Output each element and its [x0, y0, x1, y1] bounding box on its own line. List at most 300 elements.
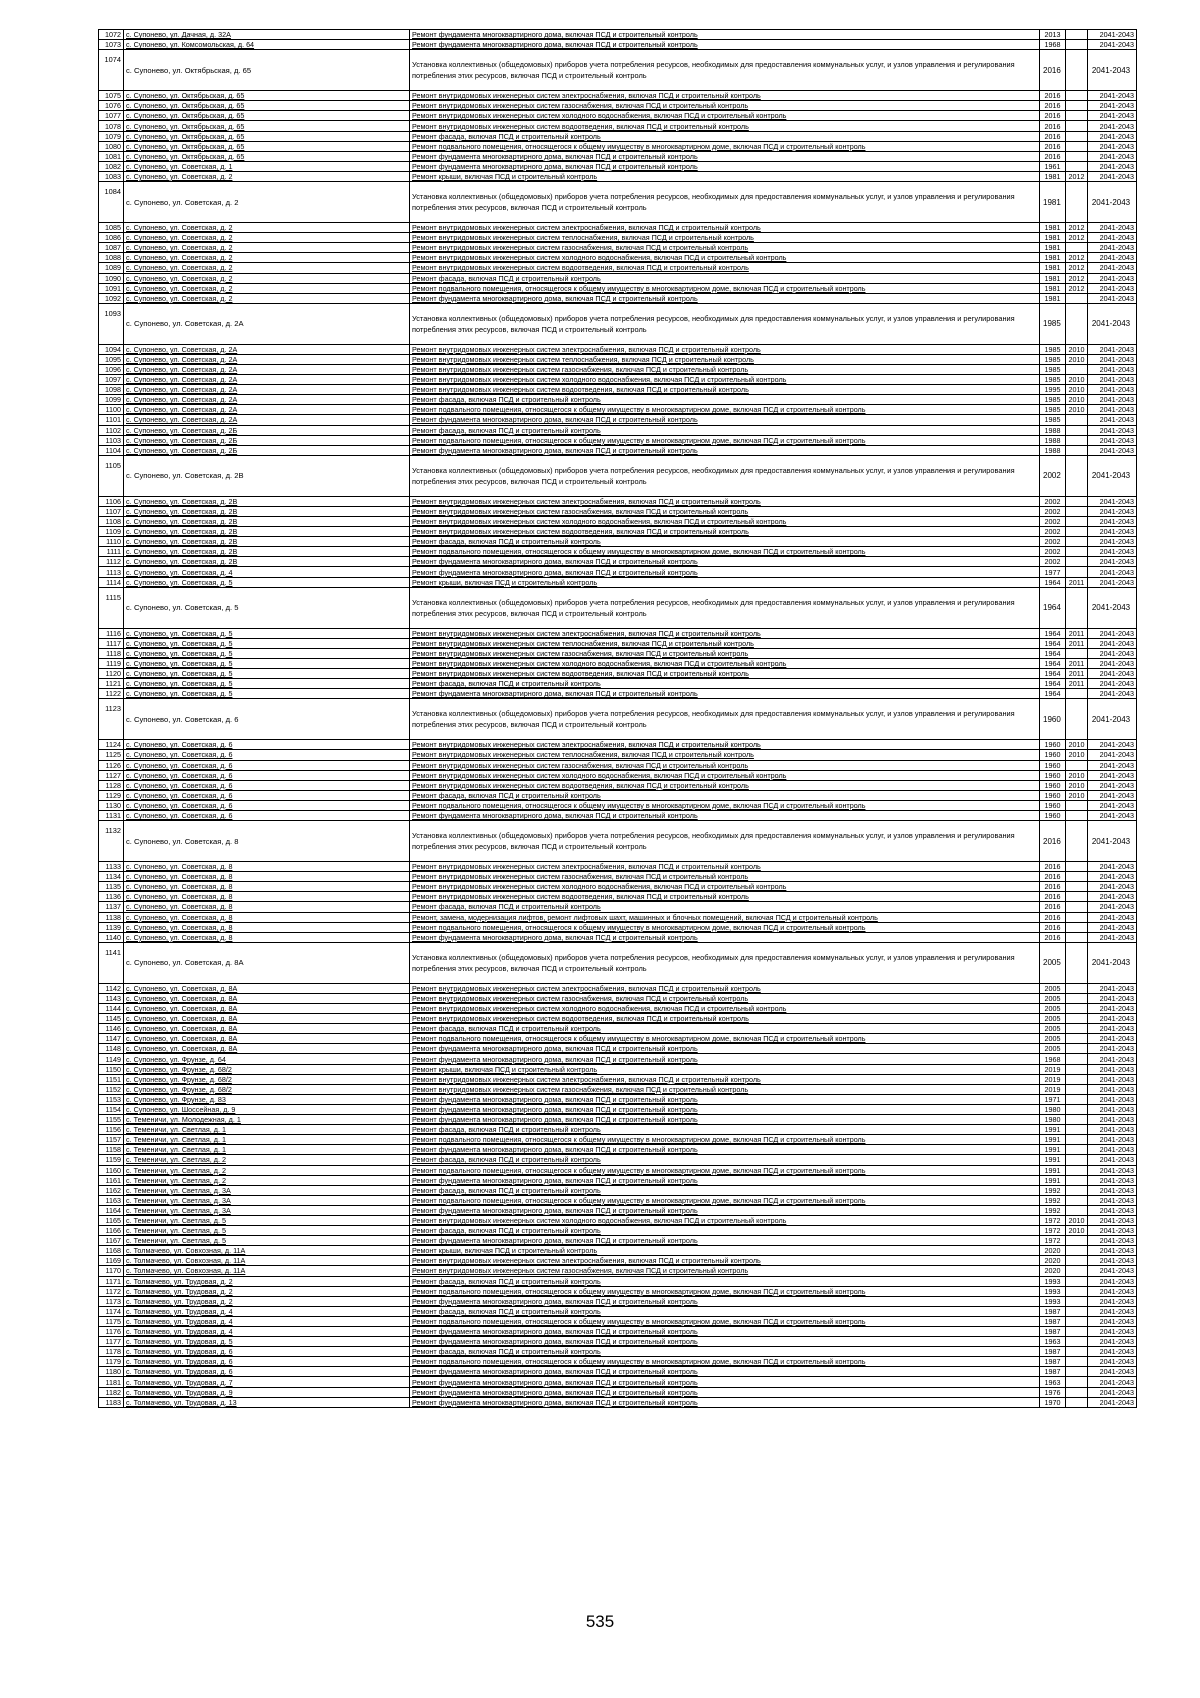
commission-year-cell: 1992	[1040, 1205, 1066, 1215]
table-row	[99, 1296, 1137, 1306]
planned-period-cell: 2041-2043	[1088, 435, 1137, 445]
last-repair-year-cell	[1066, 1084, 1088, 1094]
table-row	[99, 648, 1137, 658]
table-row	[99, 303, 1137, 344]
row-number: 1092	[99, 293, 124, 303]
address-cell: с. Супонево, ул. Октябрьская, д. 65	[124, 121, 410, 131]
table-body	[99, 30, 1137, 1408]
planned-period-cell: 2041-2043	[1088, 223, 1137, 233]
commission-year-cell: 1964	[1040, 577, 1066, 587]
last-repair-year-cell: 2011	[1066, 658, 1088, 668]
last-repair-year-cell: 2011	[1066, 669, 1088, 679]
work-type-cell: Установка коллективных (общедомовых) приборов учета потребления ресурсов, необходимых для предоставления коммунальных услуг, и узлов управления и регулирования потребления этих ресурсов, включая ПСД и строительный контроль	[410, 455, 1040, 496]
address-cell: с. Толмачево, ул. Трудовая, д. 6	[124, 1367, 410, 1377]
planned-period-cell: 2041-2043	[1088, 638, 1137, 648]
last-repair-year-cell	[1066, 1165, 1088, 1175]
last-repair-year-cell: 2010	[1066, 750, 1088, 760]
last-repair-year-cell	[1066, 1276, 1088, 1286]
row-number: 1114	[99, 577, 124, 587]
planned-period-cell: 2041-2043	[1088, 1205, 1137, 1215]
last-repair-year-cell	[1066, 1377, 1088, 1387]
table-row	[99, 1256, 1137, 1266]
planned-period-cell: 2041-2043	[1088, 1226, 1137, 1236]
work-type-cell: Ремонт фундамента многоквартирного дома, включая ПСД и строительный контроль	[410, 1054, 1040, 1064]
address-cell: с. Толмачево, ул. Трудовая, д. 2	[124, 1296, 410, 1306]
commission-year-cell: 1987	[1040, 1306, 1066, 1316]
table-row	[99, 141, 1137, 151]
address-cell: с. Супонево, ул. Советская, д. 2В	[124, 527, 410, 537]
row-number: 1148	[99, 1044, 124, 1054]
commission-year-cell: 2005	[1040, 1024, 1066, 1034]
address-cell: с. Супонево, ул. Фрунзе, д. 68/2	[124, 1074, 410, 1084]
last-repair-year-cell: 2010	[1066, 385, 1088, 395]
last-repair-year-cell: 2012	[1066, 223, 1088, 233]
last-repair-year-cell	[1066, 1286, 1088, 1296]
planned-period-cell: 2041-2043	[1088, 902, 1137, 912]
work-type-cell: Установка коллективных (общедомовых) приборов учета потребления ресурсов, необходимых для предоставления коммунальных услуг, и узлов управления и регулирования потребления этих ресурсов, включая ПСД и строительный контроль	[410, 821, 1040, 862]
table-row	[99, 161, 1137, 171]
work-type-cell: Ремонт фундамента многоквартирного дома, включая ПСД и строительный контроль	[410, 1397, 1040, 1407]
work-type-cell: Ремонт внутридомовых инженерных систем водоотведения, включая ПСД и строительный контроль	[410, 1014, 1040, 1024]
address-cell: с. Супонево, ул. Советская, д. 2	[124, 233, 410, 243]
address-cell: с. Толмачево, ул. Совхозная, д. 11А	[124, 1266, 410, 1276]
planned-period-cell: 2041-2043	[1088, 557, 1137, 567]
row-number: 1077	[99, 111, 124, 121]
work-type-cell: Ремонт фундамента многоквартирного дома, включая ПСД и строительный контроль	[410, 1145, 1040, 1155]
table-row	[99, 223, 1137, 233]
address-cell: с. Супонево, ул. Советская, д. 2А	[124, 303, 410, 344]
row-number: 1097	[99, 375, 124, 385]
last-repair-year-cell	[1066, 517, 1088, 527]
last-repair-year-cell	[1066, 1104, 1088, 1114]
address-cell: с. Супонево, ул. Октябрьская, д. 65	[124, 91, 410, 101]
address-cell: с. Супонево, ул. Советская, д. 5	[124, 648, 410, 658]
commission-year-cell: 2002	[1040, 537, 1066, 547]
commission-year-cell: 1961	[1040, 161, 1066, 171]
planned-period-cell: 2041-2043	[1088, 628, 1137, 638]
commission-year-cell: 1981	[1040, 253, 1066, 263]
address-cell: с. Толмачево, ул. Трудовая, д. 2	[124, 1286, 410, 1296]
planned-period-cell: 2041-2043	[1088, 1084, 1137, 1094]
table-row	[99, 1054, 1137, 1064]
address-cell: с. Супонево, ул. Советская, д. 2	[124, 263, 410, 273]
work-type-cell: Ремонт фасада, включая ПСД и строительный контроль	[410, 902, 1040, 912]
commission-year-cell: 1971	[1040, 1094, 1066, 1104]
table-row	[99, 101, 1137, 111]
table-row	[99, 993, 1137, 1003]
last-repair-year-cell	[1066, 1387, 1088, 1397]
work-type-cell: Ремонт подвального помещения, относящегося к общему имуществу в многоквартирном доме, включая ПСД и строительный контроль	[410, 1316, 1040, 1326]
row-number: 1159	[99, 1155, 124, 1165]
address-cell: с. Толмачево, ул. Трудовая, д. 9	[124, 1387, 410, 1397]
table-row	[99, 496, 1137, 506]
table-row	[99, 1155, 1137, 1165]
row-number: 1126	[99, 760, 124, 770]
last-repair-year-cell	[1066, 1205, 1088, 1215]
last-repair-year-cell	[1066, 942, 1088, 983]
work-type-cell: Ремонт внутридомовых инженерных систем электроснабжения, включая ПСД и строительный контроль	[410, 1074, 1040, 1084]
address-cell: с. Супонево, ул. Советская, д. 5	[124, 638, 410, 648]
work-type-cell: Ремонт фундамента многоквартирного дома, включая ПСД и строительный контроль	[410, 40, 1040, 50]
row-number: 1108	[99, 517, 124, 527]
last-repair-year-cell	[1066, 983, 1088, 993]
last-repair-year-cell	[1066, 872, 1088, 882]
last-repair-year-cell	[1066, 293, 1088, 303]
address-cell: с. Супонево, ул. Советская, д. 5	[124, 679, 410, 689]
work-type-cell: Ремонт внутридомовых инженерных систем холодного водоснабжения, включая ПСД и строительный контроль	[410, 253, 1040, 263]
work-type-cell: Ремонт внутридомовых инженерных систем электроснабжения, включая ПСД и строительный контроль	[410, 862, 1040, 872]
last-repair-year-cell	[1066, 1327, 1088, 1337]
commission-year-cell: 2005	[1040, 1044, 1066, 1054]
planned-period-cell: 2041-2043	[1088, 1195, 1137, 1205]
work-type-cell: Ремонт подвального помещения, относящегося к общему имуществу в многоквартирном доме, включая ПСД и строительный контроль	[410, 547, 1040, 557]
address-cell: с. Супонево, ул. Советская, д. 2В	[124, 537, 410, 547]
work-type-cell: Ремонт подвального помещения, относящегося к общему имуществу в многоквартирном доме, включая ПСД и строительный контроль	[410, 1286, 1040, 1296]
address-cell: с. Толмачево, ул. Трудовая, д. 4	[124, 1327, 410, 1337]
commission-year-cell: 1981	[1040, 263, 1066, 273]
work-type-cell: Ремонт фундамента многоквартирного дома, включая ПСД и строительный контроль	[410, 30, 1040, 40]
last-repair-year-cell: 2012	[1066, 253, 1088, 263]
address-cell: с. Супонево, ул. Советская, д. 2А	[124, 415, 410, 425]
last-repair-year-cell: 2010	[1066, 395, 1088, 405]
row-number: 1134	[99, 872, 124, 882]
work-type-cell: Ремонт внутридомовых инженерных систем электроснабжения, включая ПСД и строительный контроль	[410, 983, 1040, 993]
table-row	[99, 1337, 1137, 1347]
planned-period-cell: 2041-2043	[1088, 790, 1137, 800]
row-number: 1168	[99, 1246, 124, 1256]
table-row	[99, 1367, 1137, 1377]
address-cell: с. Супонево, ул. Советская, д. 2В	[124, 557, 410, 567]
work-type-cell: Ремонт крыши, включая ПСД и строительный контроль	[410, 577, 1040, 587]
planned-period-cell: 2041-2043	[1088, 1357, 1137, 1367]
row-number: 1093	[99, 303, 124, 344]
table-row	[99, 922, 1137, 932]
table-row	[99, 537, 1137, 547]
last-repair-year-cell	[1066, 1367, 1088, 1377]
work-type-cell: Ремонт фасада, включая ПСД и строительный контроль	[410, 1125, 1040, 1135]
last-repair-year-cell	[1066, 101, 1088, 111]
last-repair-year-cell	[1066, 1064, 1088, 1074]
commission-year-cell: 1964	[1040, 679, 1066, 689]
last-repair-year-cell	[1066, 587, 1088, 628]
address-cell: с. Супонево, ул. Советская, д. 2	[124, 182, 410, 223]
last-repair-year-cell	[1066, 1034, 1088, 1044]
work-type-cell: Ремонт внутридомовых инженерных систем холодного водоснабжения, включая ПСД и строительный контроль	[410, 1004, 1040, 1014]
commission-year-cell: 1981	[1040, 171, 1066, 181]
planned-period-cell: 2041-2043	[1088, 1215, 1137, 1225]
row-number: 1143	[99, 993, 124, 1003]
table-row	[99, 760, 1137, 770]
work-type-cell: Ремонт фундамента многоквартирного дома, включая ПСД и строительный контроль	[410, 1296, 1040, 1306]
planned-period-cell: 2041-2043	[1088, 101, 1137, 111]
planned-period-cell: 2041-2043	[1088, 395, 1137, 405]
table-row	[99, 1004, 1137, 1014]
table-row	[99, 658, 1137, 668]
row-number: 1182	[99, 1387, 124, 1397]
address-cell: с. Супонево, ул. Советская, д. 6	[124, 760, 410, 770]
planned-period-cell: 2041-2043	[1088, 1004, 1137, 1014]
row-number: 1119	[99, 658, 124, 668]
address-cell: с. Супонево, ул. Октябрьская, д. 65	[124, 101, 410, 111]
planned-period-cell: 2041-2043	[1088, 1155, 1137, 1165]
row-number: 1158	[99, 1145, 124, 1155]
planned-period-cell: 2041-2043	[1088, 932, 1137, 942]
table-row	[99, 1387, 1137, 1397]
address-cell: с. Супонево, ул. Советская, д. 8	[124, 922, 410, 932]
work-type-cell: Ремонт подвального помещения, относящегося к общему имуществу в многоквартирном доме, включая ПСД и строительный контроль	[410, 141, 1040, 151]
commission-year-cell: 2002	[1040, 455, 1066, 496]
work-type-cell: Ремонт фасада, включая ПСД и строительный контроль	[410, 1155, 1040, 1165]
last-repair-year-cell	[1066, 364, 1088, 374]
last-repair-year-cell	[1066, 435, 1088, 445]
planned-period-cell: 2041-2043	[1088, 496, 1137, 506]
commission-year-cell: 1993	[1040, 1286, 1066, 1296]
commission-year-cell: 1972	[1040, 1236, 1066, 1246]
row-number: 1112	[99, 557, 124, 567]
address-cell: с. Супонево, ул. Советская, д. 8А	[124, 1014, 410, 1024]
work-type-cell: Ремонт внутридомовых инженерных систем электроснабжения, включая ПСД и строительный контроль	[410, 91, 1040, 101]
table-row	[99, 1044, 1137, 1054]
row-number: 1170	[99, 1266, 124, 1276]
row-number: 1090	[99, 273, 124, 283]
commission-year-cell: 1993	[1040, 1276, 1066, 1286]
commission-year-cell: 1980	[1040, 1104, 1066, 1114]
table-row	[99, 1125, 1137, 1135]
commission-year-cell: 1960	[1040, 699, 1066, 740]
address-cell: с. Супонево, ул. Октябрьская, д. 65	[124, 141, 410, 151]
planned-period-cell: 2041-2043	[1088, 375, 1137, 385]
last-repair-year-cell	[1066, 800, 1088, 810]
row-number: 1157	[99, 1135, 124, 1145]
row-number: 1142	[99, 983, 124, 993]
planned-period-cell: 2041-2043	[1088, 750, 1137, 760]
table-row	[99, 1175, 1137, 1185]
table-row	[99, 1266, 1137, 1276]
row-number: 1152	[99, 1084, 124, 1094]
work-type-cell: Установка коллективных (общедомовых) приборов учета потребления ресурсов, необходимых для предоставления коммунальных услуг, и узлов управления и регулирования потребления этих ресурсов, включая ПСД и строительный контроль	[410, 587, 1040, 628]
work-type-cell: Ремонт фасада, включая ПСД и строительный контроль	[410, 790, 1040, 800]
last-repair-year-cell	[1066, 1347, 1088, 1357]
table-row	[99, 821, 1137, 862]
planned-period-cell: 2041-2043	[1088, 303, 1137, 344]
address-cell: с. Супонево, ул. Советская, д. 8А	[124, 1024, 410, 1034]
planned-period-cell: 2041-2043	[1088, 577, 1137, 587]
last-repair-year-cell: 2010	[1066, 1226, 1088, 1236]
last-repair-year-cell: 2011	[1066, 638, 1088, 648]
address-cell: с. Толмачево, ул. Трудовая, д. 6	[124, 1357, 410, 1367]
last-repair-year-cell	[1066, 547, 1088, 557]
work-type-cell: Ремонт внутридомовых инженерных систем холодного водоснабжения, включая ПСД и строительный контроль	[410, 882, 1040, 892]
work-type-cell: Ремонт фасада, включая ПСД и строительный контроль	[410, 1347, 1040, 1357]
commission-year-cell: 1991	[1040, 1135, 1066, 1145]
last-repair-year-cell	[1066, 425, 1088, 435]
row-number: 1104	[99, 445, 124, 455]
commission-year-cell: 1960	[1040, 750, 1066, 760]
commission-year-cell: 1972	[1040, 1226, 1066, 1236]
row-number: 1140	[99, 932, 124, 942]
work-type-cell: Ремонт подвального помещения, относящегося к общему имуществу в многоквартирном доме, включая ПСД и строительный контроль	[410, 922, 1040, 932]
address-cell: с. Толмачево, ул. Трудовая, д. 2	[124, 1276, 410, 1286]
last-repair-year-cell: 2010	[1066, 790, 1088, 800]
table-row	[99, 395, 1137, 405]
commission-year-cell: 1991	[1040, 1125, 1066, 1135]
commission-year-cell: 1991	[1040, 1155, 1066, 1165]
table-row	[99, 942, 1137, 983]
row-number: 1117	[99, 638, 124, 648]
commission-year-cell: 2020	[1040, 1256, 1066, 1266]
table-row	[99, 1084, 1137, 1094]
commission-year-cell: 1992	[1040, 1185, 1066, 1195]
work-type-cell: Ремонт фасада, включая ПСД и строительный контроль	[410, 273, 1040, 283]
commission-year-cell: 1980	[1040, 1115, 1066, 1125]
planned-period-cell: 2041-2043	[1088, 1094, 1137, 1104]
table-row	[99, 455, 1137, 496]
row-number: 1154	[99, 1104, 124, 1114]
commission-year-cell: 1960	[1040, 780, 1066, 790]
planned-period-cell: 2041-2043	[1088, 1165, 1137, 1175]
planned-period-cell: 2041-2043	[1088, 354, 1137, 364]
work-type-cell: Ремонт фундамента многоквартирного дома, включая ПСД и строительный контроль	[410, 932, 1040, 942]
last-repair-year-cell	[1066, 902, 1088, 912]
commission-year-cell: 1977	[1040, 567, 1066, 577]
row-number: 1145	[99, 1014, 124, 1024]
last-repair-year-cell	[1066, 760, 1088, 770]
address-cell: с. Теменичи, ул. Молодежная, д. 1	[124, 1115, 410, 1125]
work-type-cell: Ремонт внутридомовых инженерных систем газоснабжения, включая ПСД и строительный контроль	[410, 1266, 1040, 1276]
work-type-cell: Ремонт внутридомовых инженерных систем холодного водоснабжения, включая ПСД и строительный контроль	[410, 1215, 1040, 1225]
last-repair-year-cell	[1066, 1357, 1088, 1367]
work-type-cell: Ремонт внутридомовых инженерных систем электроснабжения, включая ПСД и строительный контроль	[410, 628, 1040, 638]
address-cell: с. Толмачево, ул. Трудовая, д. 6	[124, 1347, 410, 1357]
table-row	[99, 364, 1137, 374]
planned-period-cell: 2041-2043	[1088, 445, 1137, 455]
planned-period-cell: 2041-2043	[1088, 993, 1137, 1003]
last-repair-year-cell	[1066, 1024, 1088, 1034]
planned-period-cell: 2041-2043	[1088, 344, 1137, 354]
last-repair-year-cell	[1066, 537, 1088, 547]
planned-period-cell: 2041-2043	[1088, 1377, 1137, 1387]
planned-period-cell: 2041-2043	[1088, 415, 1137, 425]
address-cell: с. Теменичи, ул. Светлая, д. 2	[124, 1165, 410, 1175]
work-type-cell: Ремонт внутридомовых инженерных систем водоотведения, включая ПСД и строительный контроль	[410, 263, 1040, 273]
table-row	[99, 669, 1137, 679]
work-type-cell: Ремонт фундамента многоквартирного дома, включая ПСД и строительный контроль	[410, 1175, 1040, 1185]
planned-period-cell: 2041-2043	[1088, 1135, 1137, 1145]
row-number: 1177	[99, 1337, 124, 1347]
work-type-cell: Ремонт подвального помещения, относящегося к общему имуществу в многоквартирном доме, включая ПСД и строительный контроль	[410, 800, 1040, 810]
work-type-cell: Ремонт внутридомовых инженерных систем газоснабжения, включая ПСД и строительный контроль	[410, 872, 1040, 882]
work-type-cell: Установка коллективных (общедомовых) приборов учета потребления ресурсов, необходимых для предоставления коммунальных услуг, и узлов управления и регулирования потребления этих ресурсов, включая ПСД и строительный контроль	[410, 303, 1040, 344]
address-cell: с. Толмачево, ул. Совхозная, д. 11А	[124, 1246, 410, 1256]
commission-year-cell: 1963	[1040, 1377, 1066, 1387]
table-row	[99, 699, 1137, 740]
planned-period-cell: 2041-2043	[1088, 587, 1137, 628]
commission-year-cell: 2005	[1040, 1034, 1066, 1044]
work-type-cell: Установка коллективных (общедомовых) приборов учета потребления ресурсов, необходимых для предоставления коммунальных услуг, и узлов управления и регулирования потребления этих ресурсов, включая ПСД и строительный контроль	[410, 50, 1040, 91]
last-repair-year-cell	[1066, 40, 1088, 50]
table-row	[99, 1064, 1137, 1074]
work-type-cell: Ремонт внутридомовых инженерных систем газоснабжения, включая ПСД и строительный контроль	[410, 101, 1040, 111]
planned-period-cell: 2041-2043	[1088, 699, 1137, 740]
address-cell: с. Толмачево, ул. Совхозная, д. 11А	[124, 1256, 410, 1266]
last-repair-year-cell	[1066, 1145, 1088, 1155]
last-repair-year-cell: 2012	[1066, 283, 1088, 293]
planned-period-cell: 2041-2043	[1088, 1266, 1137, 1276]
commission-year-cell: 1987	[1040, 1316, 1066, 1326]
row-number: 1089	[99, 263, 124, 273]
address-cell: с. Супонево, ул. Фрунзе, д. 68/2	[124, 1084, 410, 1094]
planned-period-cell: 2041-2043	[1088, 669, 1137, 679]
work-type-cell: Ремонт внутридомовых инженерных систем водоотведения, включая ПСД и строительный контроль	[410, 121, 1040, 131]
work-type-cell: Ремонт фундамента многоквартирного дома, включая ПСД и строительный контроль	[410, 810, 1040, 820]
work-type-cell: Ремонт внутридомовых инженерных систем электроснабжения, включая ПСД и строительный контроль	[410, 1256, 1040, 1266]
work-type-cell: Ремонт подвального помещения, относящегося к общему имуществу в многоквартирном доме, включая ПСД и строительный контроль	[410, 1195, 1040, 1205]
table-row	[99, 50, 1137, 91]
row-number: 1138	[99, 912, 124, 922]
address-cell: с. Супонево, ул. Советская, д. 2	[124, 273, 410, 283]
address-cell: с. Теменичи, ул. Светлая, д. 3А	[124, 1185, 410, 1195]
last-repair-year-cell	[1066, 1004, 1088, 1014]
planned-period-cell: 2041-2043	[1088, 537, 1137, 547]
work-type-cell: Ремонт внутридомовых инженерных систем холодного водоснабжения, включая ПСД и строительный контроль	[410, 770, 1040, 780]
commission-year-cell: 1981	[1040, 283, 1066, 293]
last-repair-year-cell	[1066, 1125, 1088, 1135]
last-repair-year-cell	[1066, 1306, 1088, 1316]
last-repair-year-cell: 2010	[1066, 405, 1088, 415]
commission-year-cell: 1964	[1040, 638, 1066, 648]
planned-period-cell: 2041-2043	[1088, 385, 1137, 395]
table-row	[99, 1226, 1137, 1236]
planned-period-cell: 2041-2043	[1088, 151, 1137, 161]
planned-period-cell: 2041-2043	[1088, 30, 1137, 40]
commission-year-cell: 2005	[1040, 983, 1066, 993]
row-number: 1120	[99, 669, 124, 679]
planned-period-cell: 2041-2043	[1088, 922, 1137, 932]
last-repair-year-cell	[1066, 1316, 1088, 1326]
address-cell: с. Супонево, ул. Советская, д. 4	[124, 567, 410, 577]
last-repair-year-cell	[1066, 1296, 1088, 1306]
row-number: 1122	[99, 689, 124, 699]
address-cell: с. Супонево, ул. Октябрьская, д. 65	[124, 50, 410, 91]
address-cell: с. Супонево, ул. Фрунзе, д. 64	[124, 1054, 410, 1064]
address-cell: с. Супонево, ул. Советская, д. 8	[124, 902, 410, 912]
address-cell: с. Супонево, ул. Фрунзе, д. 83	[124, 1094, 410, 1104]
last-repair-year-cell	[1066, 1074, 1088, 1084]
table-row	[99, 567, 1137, 577]
commission-year-cell: 2016	[1040, 882, 1066, 892]
table-row	[99, 932, 1137, 942]
address-cell: с. Супонево, ул. Советская, д. 5	[124, 669, 410, 679]
last-repair-year-cell: 2012	[1066, 273, 1088, 283]
row-number: 1165	[99, 1215, 124, 1225]
table-row	[99, 385, 1137, 395]
commission-year-cell: 1960	[1040, 760, 1066, 770]
row-number: 1167	[99, 1236, 124, 1246]
work-type-cell: Ремонт внутридомовых инженерных систем газоснабжения, включая ПСД и строительный контроль	[410, 993, 1040, 1003]
work-type-cell: Ремонт крыши, включая ПСД и строительный контроль	[410, 1246, 1040, 1256]
planned-period-cell: 2041-2043	[1088, 455, 1137, 496]
row-number: 1076	[99, 101, 124, 111]
work-type-cell: Ремонт фундамента многоквартирного дома, включая ПСД и строительный контроль	[410, 1236, 1040, 1246]
last-repair-year-cell	[1066, 1256, 1088, 1266]
planned-period-cell: 2041-2043	[1088, 517, 1137, 527]
table-row	[99, 1014, 1137, 1024]
planned-period-cell: 2041-2043	[1088, 770, 1137, 780]
row-number: 1181	[99, 1377, 124, 1387]
commission-year-cell: 1960	[1040, 770, 1066, 780]
work-type-cell: Ремонт фундамента многоквартирного дома, включая ПСД и строительный контроль	[410, 689, 1040, 699]
address-cell: с. Супонево, ул. Советская, д. 8А	[124, 942, 410, 983]
